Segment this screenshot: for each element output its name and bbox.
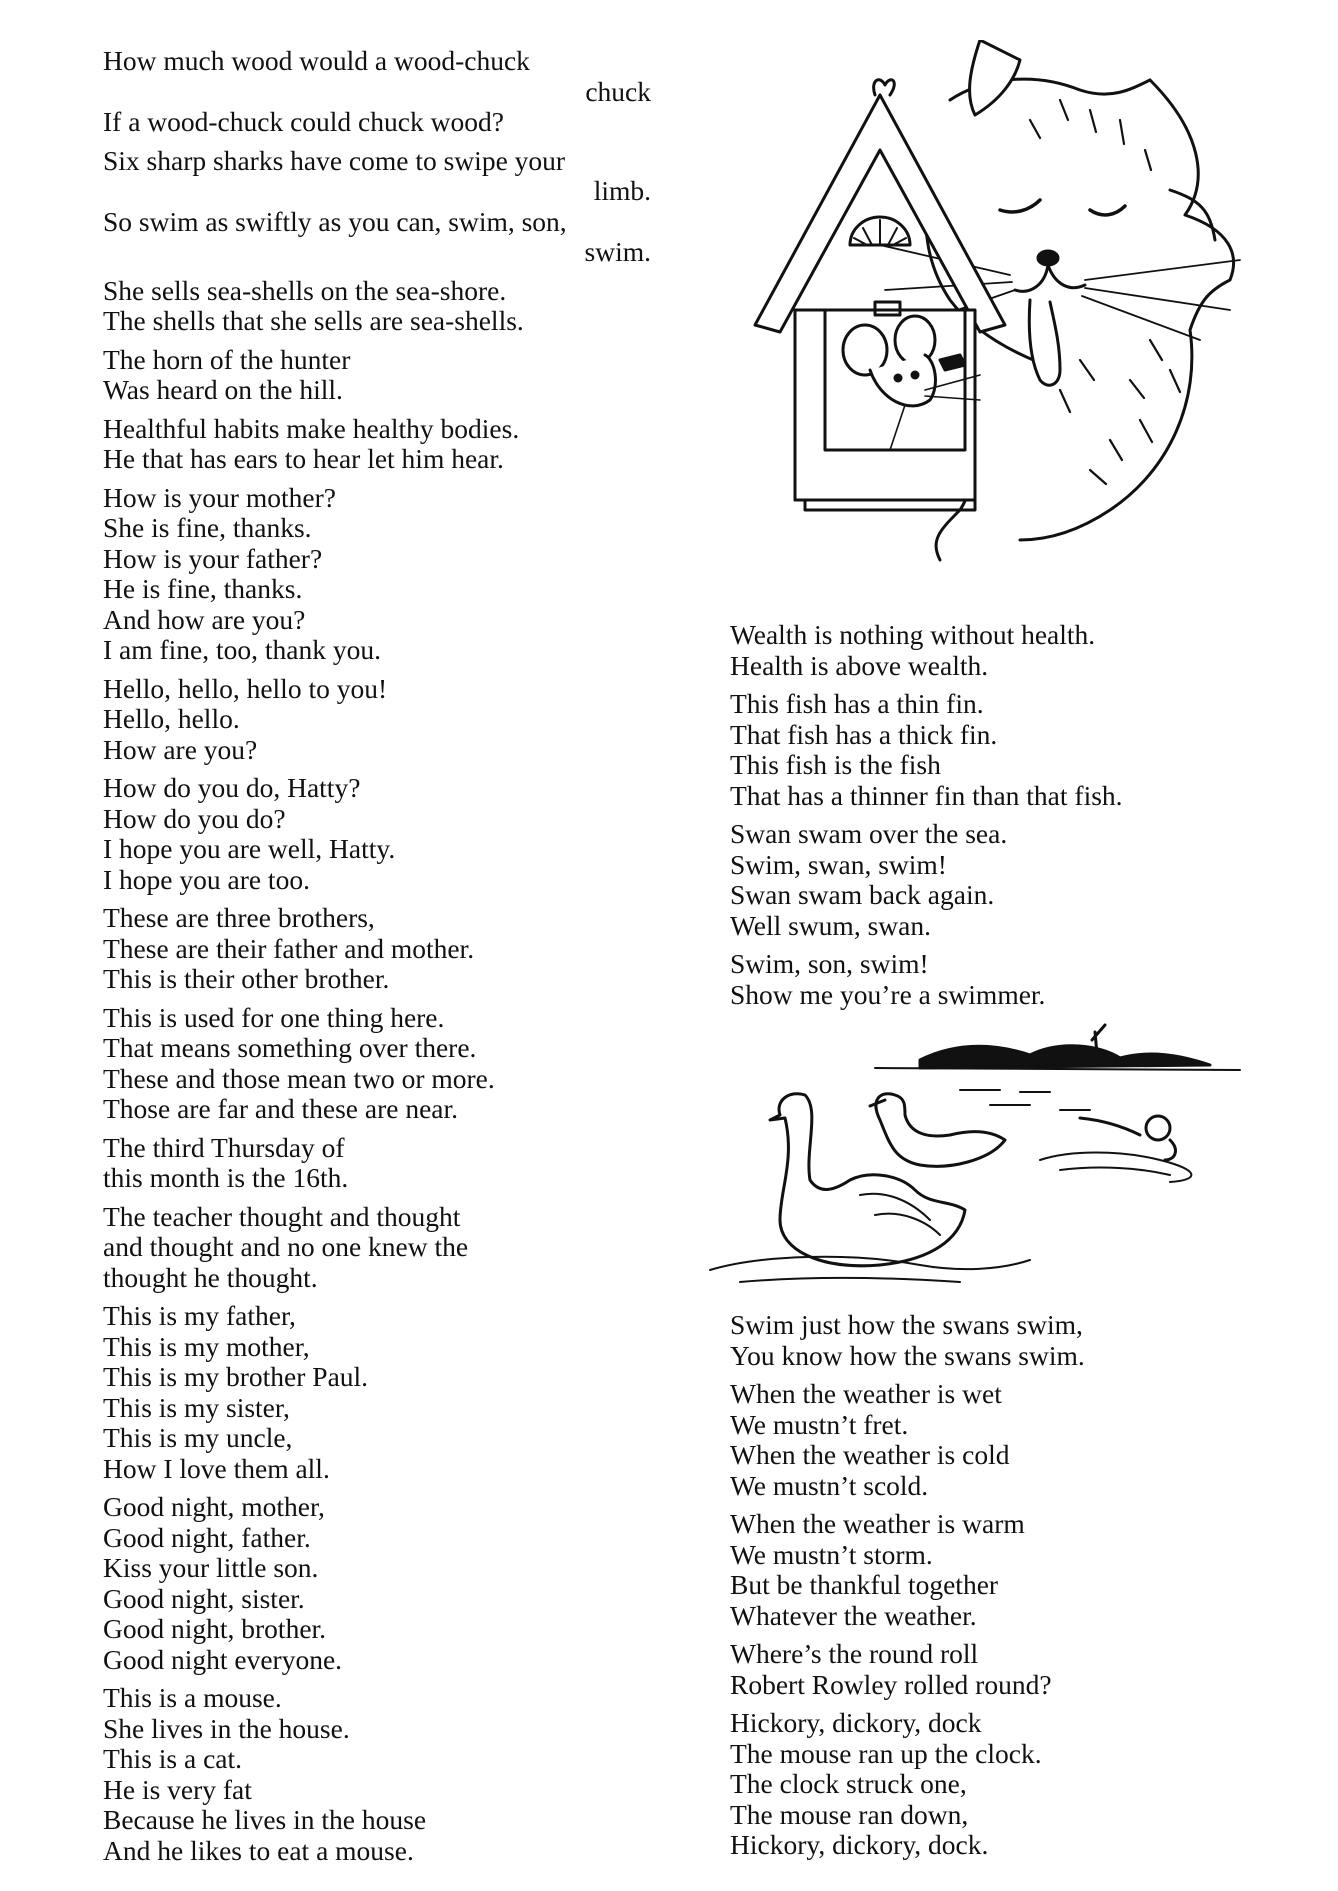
text-line: I hope you are too.	[103, 863, 310, 895]
stanza	[103, 903, 663, 995]
text-line: Good night, mother,	[103, 1491, 325, 1522]
cat-and-mouse-house-illustration	[730, 40, 1250, 610]
text-line: That fish has a thick fin.	[730, 718, 998, 750]
stanza	[103, 1683, 663, 1866]
text-line: Kiss your little son.	[103, 1552, 319, 1583]
text-line: Swim, swan, swim!	[730, 848, 947, 880]
text-line: When the weather is wet	[730, 1378, 1002, 1409]
text-line: The third Thursday of	[103, 1131, 345, 1163]
text-line: This is my uncle,	[103, 1422, 293, 1453]
text-line: The horn of the hunter	[103, 343, 351, 375]
text-line: The mouse ran up the clock.	[730, 1737, 1042, 1769]
text-line: swim.	[584, 236, 651, 267]
swans-and-swimmer-illustration	[700, 1020, 1260, 1300]
stanza	[103, 674, 663, 766]
stanza	[103, 1202, 663, 1294]
stanza	[103, 1003, 663, 1125]
text-line: thought he thought.	[103, 1261, 318, 1293]
stanza	[730, 1509, 1290, 1631]
text-line: How I love them all.	[103, 1452, 330, 1484]
text-line: This is used for one thing here.	[103, 1001, 445, 1033]
stanza	[730, 1639, 1290, 1700]
stanza	[730, 1379, 1290, 1501]
text-line: Swan swam over the sea.	[730, 818, 1008, 849]
text-line: How is your father?	[103, 542, 323, 574]
stanza	[103, 1301, 663, 1484]
stanza	[103, 483, 663, 666]
text-line: How are you?	[103, 733, 258, 765]
text-line: These are their father and mother.	[103, 932, 475, 964]
text-line: If a wood-chuck could chuck wood?	[103, 106, 504, 137]
text-line: That means something over there.	[103, 1032, 477, 1063]
text-line: This fish is the fish	[730, 749, 941, 780]
text-line: These and those mean two or more.	[103, 1062, 495, 1094]
text-line: This is my brother Paul.	[103, 1361, 369, 1392]
text-line: He is very fat	[103, 1773, 252, 1805]
text-line: This is my father,	[103, 1300, 296, 1331]
text-line: Six sharp sharks have come to swipe your	[103, 144, 566, 176]
text-line: This is their other brother.	[103, 963, 390, 994]
stanza	[730, 1708, 1290, 1861]
text-line: And how are you?	[103, 603, 306, 635]
text-line: This is a cat.	[103, 1743, 242, 1774]
text-line: Well swum, swan.	[730, 909, 931, 941]
text-line: and thought and no one knew the	[103, 1231, 469, 1262]
text-line: But be thankful together	[730, 1569, 999, 1600]
text-line: These are three brothers,	[103, 902, 375, 933]
text-line: Hickory, dickory, dock	[730, 1707, 982, 1738]
text-line: Those are far and these are near.	[103, 1093, 459, 1124]
text-line: Hello, hello.	[103, 703, 240, 734]
text-line: The mouse ran down,	[730, 1798, 969, 1830]
text-line: Because he lives in the house	[103, 1804, 427, 1835]
text-line: Wealth is nothing without health.	[730, 619, 1096, 650]
text-line: This is my mother,	[103, 1330, 310, 1362]
stanza	[730, 620, 1290, 681]
text-line: We mustn’t scold.	[730, 1469, 929, 1501]
text-line: Hickory, dickory, dock.	[730, 1829, 989, 1860]
stanza	[103, 46, 663, 138]
stanza	[730, 949, 1290, 1010]
stanza	[103, 146, 663, 268]
text-line: Healthful habits make healthy bodies.	[103, 412, 520, 444]
text-line: He is fine, thanks.	[103, 573, 303, 604]
text-line: The clock struck one,	[730, 1768, 967, 1799]
text-line: Good night, father.	[103, 1521, 311, 1553]
text-line: How do you do, Hatty?	[103, 772, 361, 803]
right-column-bottom	[730, 1310, 1290, 1869]
stanza	[103, 414, 663, 475]
cat-house-icon	[730, 40, 1250, 610]
text-line: How do you do?	[103, 802, 286, 834]
text-line: This is my sister,	[103, 1391, 290, 1423]
text-line: Good night, sister.	[103, 1582, 305, 1614]
text-line: I am fine, too, thank you.	[103, 634, 381, 665]
text-line: Was heard on the hill.	[103, 374, 343, 405]
text-line: She lives in the house.	[103, 1712, 350, 1744]
text-line: How is your mother?	[103, 481, 336, 513]
text-line: She is fine, thanks.	[103, 512, 312, 543]
swans-icon	[700, 1020, 1260, 1300]
text-line: How much wood would a wood-chuck	[103, 45, 530, 76]
stanza	[730, 689, 1290, 811]
text-line: And he likes to eat a mouse.	[103, 1834, 414, 1866]
text-line: Where’s the round roll	[730, 1638, 979, 1669]
text-line: We mustn’t storm.	[730, 1538, 933, 1570]
text-line: Whatever the weather.	[730, 1599, 977, 1631]
right-column-top	[730, 620, 1290, 1018]
stanza	[103, 1492, 663, 1675]
left-column	[103, 46, 663, 1874]
text-line: That has a thinner fin than that fish.	[730, 779, 1123, 811]
stanza	[103, 773, 663, 895]
text-line: limb.	[593, 175, 651, 206]
text-line: chuck	[585, 75, 651, 107]
text-line: Swim, son, swim!	[730, 948, 929, 979]
text-line: Show me you’re a swimmer.	[730, 978, 1046, 1010]
stanza	[103, 1133, 663, 1194]
text-line: This fish has a thin fin.	[730, 688, 984, 719]
text-line: The teacher thought and thought	[103, 1200, 461, 1232]
text-line: The shells that she sells are sea-shells.	[103, 305, 524, 336]
text-line: When the weather is cold	[730, 1439, 1010, 1470]
text-line: Hello, hello, hello to you!	[103, 672, 388, 704]
text-line: this month is the 16th.	[103, 1162, 349, 1193]
text-line: This is a mouse.	[103, 1682, 282, 1713]
stanza	[730, 1310, 1290, 1371]
text-line: Robert Rowley rolled round?	[730, 1668, 1052, 1700]
text-line: We mustn’t fret.	[730, 1408, 909, 1440]
text-line: He that has ears to hear let him hear.	[103, 443, 504, 474]
stanza	[730, 819, 1290, 941]
text-line: Swim just how the swans swim,	[730, 1309, 1083, 1340]
text-line: She sells sea-shells on the sea-shore.	[103, 274, 507, 306]
text-line: Good night, brother.	[103, 1613, 327, 1644]
text-line: Health is above wealth.	[730, 649, 989, 681]
stanza	[103, 345, 663, 406]
text-line: Good night everyone.	[103, 1643, 343, 1675]
text-line: Swan swam back again.	[730, 879, 995, 910]
text-line: You know how the swans swim.	[730, 1339, 1085, 1371]
stanza	[103, 276, 663, 337]
text-line: When the weather is warm	[730, 1508, 1025, 1539]
text-line: So swim as swiftly as you can, swim, son,	[103, 205, 567, 237]
text-line: I hope you are well, Hatty.	[103, 833, 396, 864]
